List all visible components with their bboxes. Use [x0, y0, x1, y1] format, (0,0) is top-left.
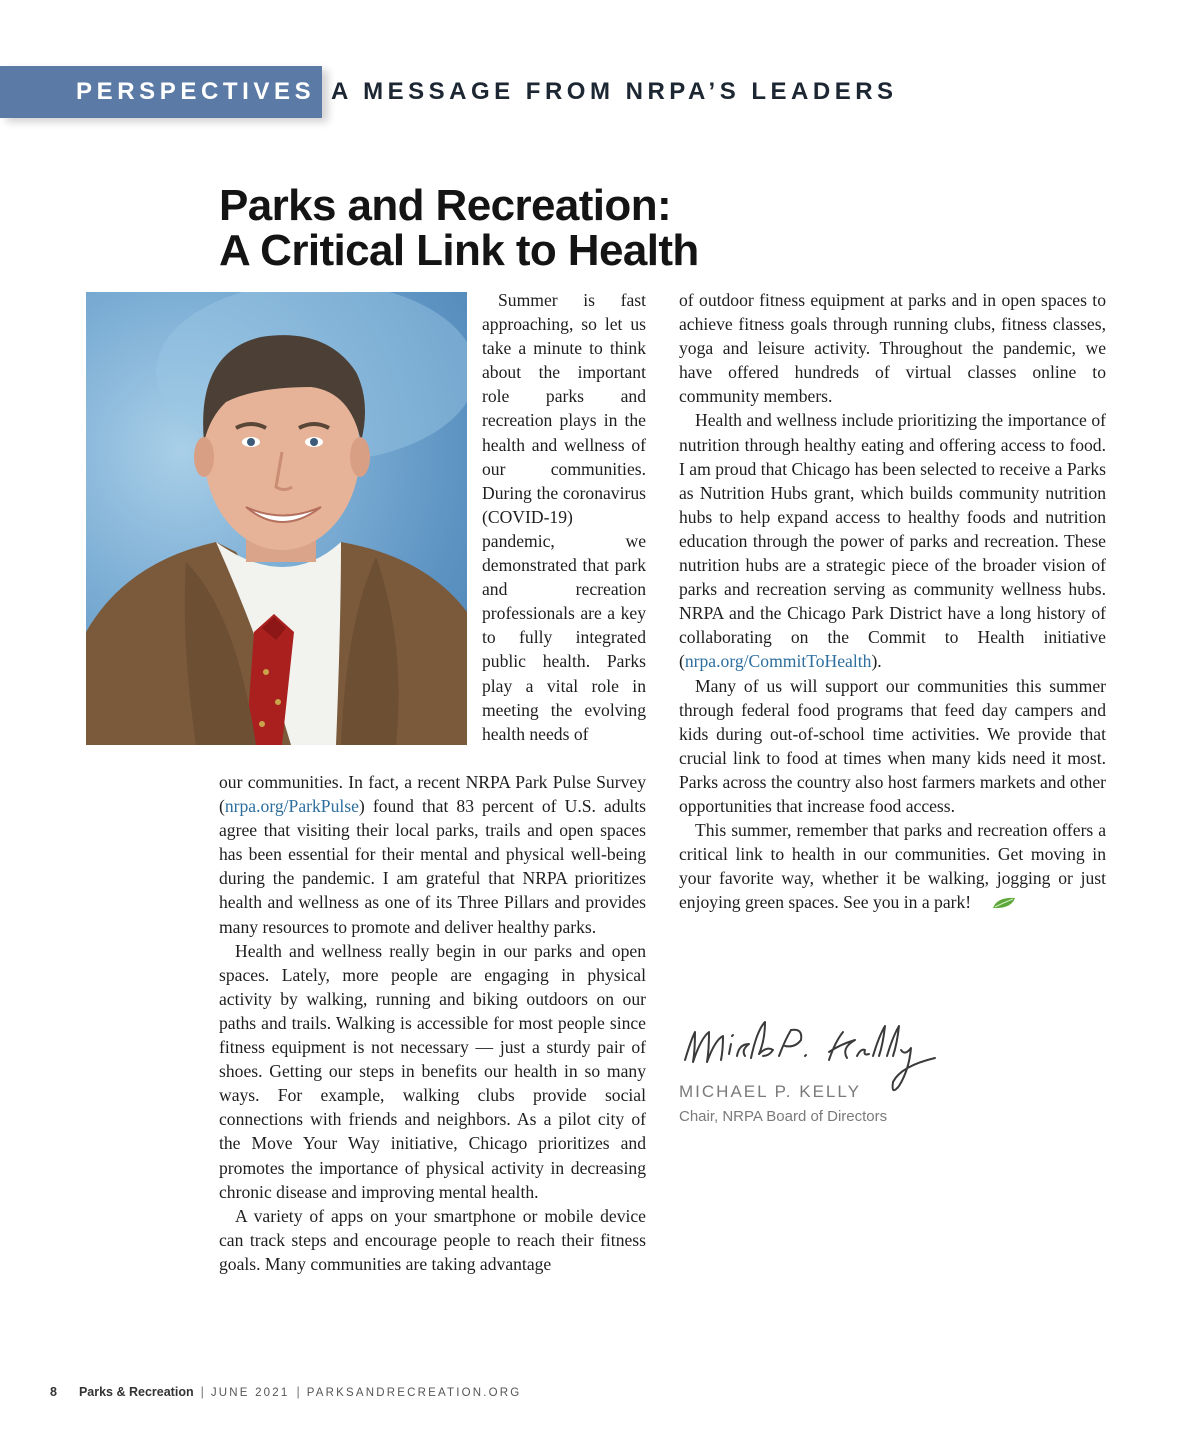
paragraph-3: A variety of apps on your smartphone or mobile device can track steps and encourage people to reach their fitness goals. Many communities are taking advantage — [219, 1205, 646, 1274]
paragraph-intro: Summer is fast approaching, so let us take a minute to think about the important role parks and recreation plays in the health and wellness of our communities. During the coronavirus (COVID-19) pandemic, we demonstrated that park and recreation professionals are a key to fully integrated public health. Parks play a vital role in meeting the evolving health needs of — [482, 290, 646, 744]
paragraph-6-text: This summer, remember that parks and recreation offers a critical link to health in our communities. Get moving in your favorite way, whether it be walking, jogging or just enjoying green spaces. See you in a park! — [679, 820, 1106, 913]
paragraph-1-text-b: ) found that 83 percent of U.S. adults agree that visiting their local parks, trails and open spaces has been essential for their mental and physical well-being during the pandemic. I am grateful that NRPA prioritizes health and wellness as one of its Three Pillars and provides many resources to promote and deliver healthy parks. — [219, 796, 646, 937]
paragraph-2: Health and wellness really begin in our parks and open spaces. Lately, more people are engaging in physical activity by walking, running and biking outdoors on our paths and trails. Walking is accessible for most people since fitness equipment is not necessary — just a sturdy pair of shoes. Getting our steps in benefits our health in so many ways. For example, walking clubs provide social connections with friends and neighbors. As a pilot city of the Move Your Way initiative, Chicago prioritizes and promotes the importance of physical activity in decreasing chronic disease and improving mental health. — [219, 940, 646, 1202]
author-portrait — [86, 292, 467, 745]
park-pulse-link[interactable]: nrpa.org/ParkPulse — [224, 796, 359, 817]
title-line-2: A Critical Link to Health — [219, 226, 699, 275]
column-1-text — [219, 770, 646, 1276]
paragraph-4-text-a: Health and wellness include prioritizing the importance of nutrition through healthy eating and offering access to food. I am proud that Chicago has been selected to receive a Parks as Nutrition Hubs grant, which builds community nutrition hubs to help expand access to healthy foods and nutrition education through the power of parks and recreation. These nutrition hubs are a strategic piece of the broader vision of parks and recreation serving as community wellness hubs. NRPA and the Chicago Park District have a long history of collaborating on the Commit to Health initiative ( — [679, 410, 1106, 672]
column-1-wrap-text — [482, 288, 646, 746]
magazine-name: Parks & Recreation — [78, 1385, 194, 1399]
footer-separator-1: | — [200, 1385, 204, 1399]
paragraph-4 — [679, 408, 1106, 673]
paragraph-5: Many of us will support our communities this summer through federal food programs that feed day campers and kids during out-of-school time activities. We provide that crucial link to food at times when many kids need it most. Parks across the country also host farmers markets and other opportunities that increase food access. — [679, 675, 1106, 816]
paragraph-4-text-b: ). — [871, 651, 882, 672]
issue-date: JUNE 2021 — [210, 1387, 290, 1399]
section-label: PERSPECTIVES — [76, 78, 316, 105]
footer-separator-2: | — [296, 1385, 300, 1399]
paragraph-1-continued — [219, 770, 646, 939]
page-footer — [50, 1384, 521, 1401]
article-title — [219, 183, 699, 273]
website-url: PARKSANDRECREATION.ORG — [306, 1387, 522, 1399]
page-number: 8 — [50, 1385, 57, 1399]
leaf-icon — [975, 892, 1017, 916]
title-line-1: Parks and Recreation: — [219, 181, 672, 230]
column-2-text — [679, 288, 1106, 916]
author-title: Chair, NRPA Board of Directors — [679, 1108, 888, 1125]
paragraph-1-text-a: our communities. In fact, a recent NRPA Park Pulse Survey ( — [219, 772, 646, 817]
author-name: MICHAEL P. KELLY — [679, 1082, 861, 1101]
section-subtitle: A MESSAGE FROM NRPA’S LEADERS — [331, 78, 898, 105]
paragraph-6 — [679, 818, 1106, 916]
paragraph-3-continued: of outdoor fitness equipment at parks and in open spaces to achieve fitness goals through running clubs, fitness classes, yoga and leisure activity. Throughout the pandemic, we have offered hundreds of virtual classes online to community members. — [679, 290, 1106, 407]
commit-to-health-link[interactable]: nrpa.org/CommitToHealth — [684, 651, 872, 672]
